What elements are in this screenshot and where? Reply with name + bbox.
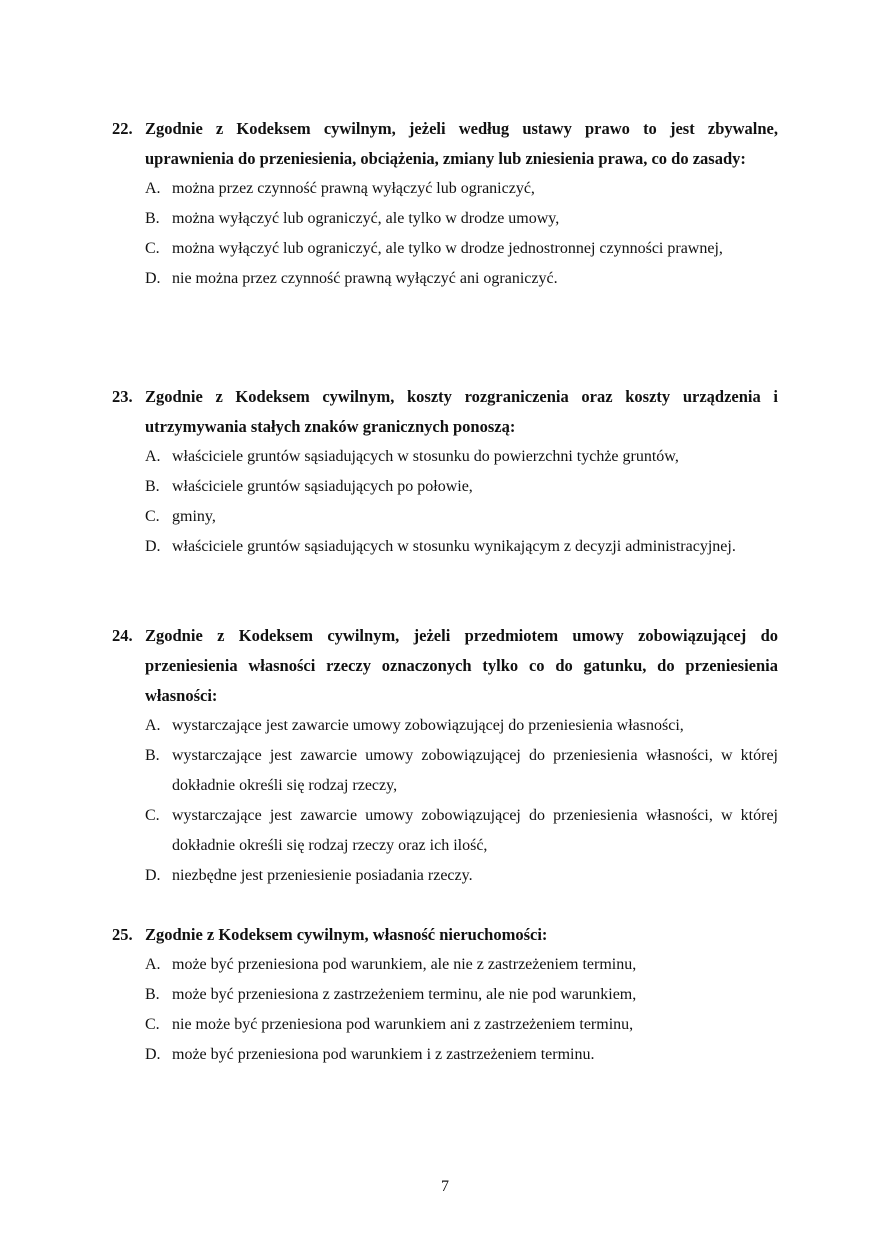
answer-text: właściciele gruntów sąsiadujących po połowie, [172,478,473,495]
answer-option [145,472,778,502]
question-text: Zgodnie z Kodeksem cywilnym, jeżeli według ustawy prawo to jest zbywalne, uprawnienia do przeniesienia, obciążenia, zmiany lub zniesienia prawa, co do zasady: [145,119,778,168]
question-text: Zgodnie z Kodeksem cywilnym, własność nieruchomości: [145,925,548,944]
answer-text: może być przeniesiona pod warunkiem i z zastrzeżeniem terminu. [172,1046,595,1063]
answer-letter: B. [145,986,160,1003]
answer-text: nie może być przeniesiona pod warunkiem ani z zastrzeżeniem terminu, [172,1016,634,1033]
answer-text: może być przeniesiona z zastrzeżeniem terminu, ale nie pod warunkiem, [172,986,637,1003]
answer-letter: C. [145,1016,160,1033]
answer-option [145,1010,778,1040]
question-22 [112,114,778,294]
answer-option [145,861,778,891]
question-number: 22. [112,119,133,138]
answer-text: gminy, [172,508,216,525]
answer-option [145,234,778,264]
answer-list [145,711,778,891]
question-23 [112,382,778,562]
answer-letter: B. [145,478,160,495]
question-number: 24. [112,626,133,645]
answer-option [145,711,778,741]
answer-list [145,950,778,1070]
question-text: Zgodnie z Kodeksem cywilnym, koszty rozgraniczenia oraz koszty urządzenia i utrzymywania stałych znaków granicznych ponoszą: [145,387,778,436]
answer-text: można wyłączyć lub ograniczyć, ale tylko w drodze umowy, [172,210,560,227]
answer-letter: D. [145,1046,161,1063]
answer-option [145,264,778,294]
answer-text: nie można przez czynność prawną wyłączyć ani ograniczyć. [172,270,558,287]
answer-letter: D. [145,867,161,884]
page-number: 7 [441,1178,449,1195]
answer-letter: D. [145,538,161,555]
answer-text: można przez czynność prawną wyłączyć lub ograniczyć, [172,180,535,197]
answer-letter: D. [145,270,161,287]
answer-list [145,442,778,562]
answer-text: właściciele gruntów sąsiadujących w stosunku do powierzchni tychże gruntów, [172,448,679,465]
answer-letter: A. [145,956,161,973]
answer-letter: C. [145,508,160,525]
answer-option [145,174,778,204]
answer-text: można wyłączyć lub ograniczyć, ale tylko w drodze jednostronnej czynności prawnej, [172,240,723,257]
question-number: 25. [112,925,133,944]
question-number: 23. [112,387,133,406]
answer-option [145,532,778,562]
answer-text: może być przeniesiona pod warunkiem, ale nie z zastrzeżeniem terminu, [172,956,637,973]
answer-text: wystarczające jest zawarcie umowy zobowiązującej do przeniesienia własności, [172,717,684,734]
answer-option [145,204,778,234]
answer-letter: A. [145,448,161,465]
answer-letter: C. [145,240,160,257]
answer-letter: B. [145,747,160,764]
answer-text: niezbędne jest przeniesienie posiadania rzeczy. [172,867,473,884]
question-text: Zgodnie z Kodeksem cywilnym, jeżeli przedmiotem umowy zobowiązującej do przeniesienia własności rzeczy oznaczonych tylko co do gatunku, do przeniesienia własności: [145,626,778,705]
answer-option [145,950,778,980]
answer-option [145,801,778,861]
answer-list [145,174,778,294]
answer-letter: C. [145,807,160,824]
answer-option [145,502,778,532]
answer-text: wystarczające jest zawarcie umowy zobowiązującej do przeniesienia własności, w której dokładnie określi się rodzaj rzeczy oraz ich ilość, [172,807,778,854]
answer-letter: B. [145,210,160,227]
answer-text: właściciele gruntów sąsiadujących w stosunku wynikającym z decyzji administracyjnej. [172,538,736,555]
answer-letter: A. [145,180,161,197]
answer-letter: A. [145,717,161,734]
question-24 [112,621,778,891]
answer-option [145,980,778,1010]
question-25 [112,920,778,1070]
answer-option [145,442,778,472]
answer-text: wystarczające jest zawarcie umowy zobowiązującej do przeniesienia własności, w której dokładnie określi się rodzaj rzeczy, [172,747,778,794]
answer-option [145,1040,778,1070]
answer-option [145,741,778,801]
